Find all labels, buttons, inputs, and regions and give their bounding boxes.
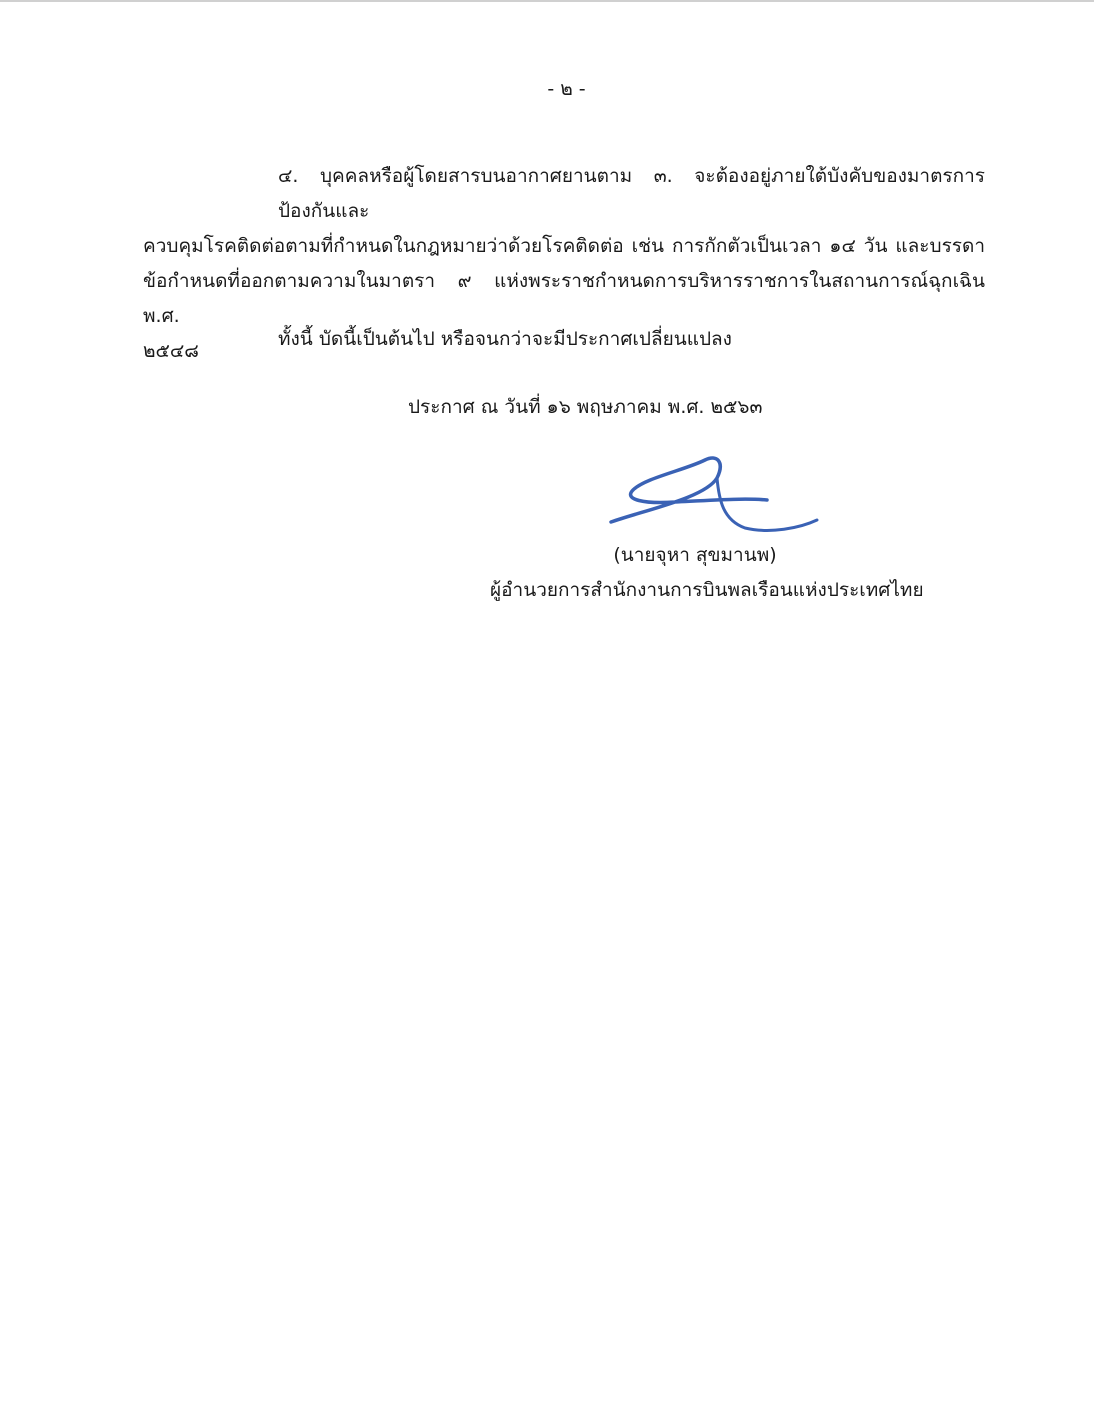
closing-statement: ทั้งนี้ บัดนี้เป็นต้นไป หรือจนกว่าจะมีประกาศเปลี่ยนแปลง bbox=[278, 328, 732, 350]
signature-stroke-main bbox=[611, 458, 767, 522]
signature-stroke-tail bbox=[717, 478, 817, 530]
announcement-date: ประกาศ ณ วันที่ ๑๖ พฤษภาคม พ.ศ. ๒๕๖๓ bbox=[408, 396, 763, 418]
signer-name: (นายจุหา สุขมานพ) bbox=[613, 544, 777, 566]
paragraph-4-line-2: ควบคุมโรคติดต่อตามที่กำหนดในกฎหมายว่าด้วยโรคติดต่อ เช่น การกักตัวเป็นเวลา ๑๔ วัน และบรรดา bbox=[143, 235, 985, 257]
page-number: - ๒ - bbox=[547, 78, 586, 100]
paragraph-4-line-4: ๒๕๔๘ bbox=[143, 340, 199, 362]
paragraph-4-line-1: ๔. บุคคลหรือผู้โดยสารบนอากาศยานตาม ๓. จะต้องอยู่ภายใต้บังคับของมาตรการป้องกันและ bbox=[278, 165, 985, 222]
signature-image bbox=[605, 450, 825, 535]
paragraph-4-line-3: ข้อกำหนดที่ออกตามความในมาตรา ๙ แห่งพระราชกำหนดการบริหารราชการในสถานการณ์ฉุกเฉิน พ.ศ. bbox=[143, 270, 985, 327]
top-border bbox=[0, 0, 1094, 2]
signer-title: ผู้อำนวยการสำนักงานการบินพลเรือนแห่งประเทศไทย bbox=[490, 579, 924, 601]
